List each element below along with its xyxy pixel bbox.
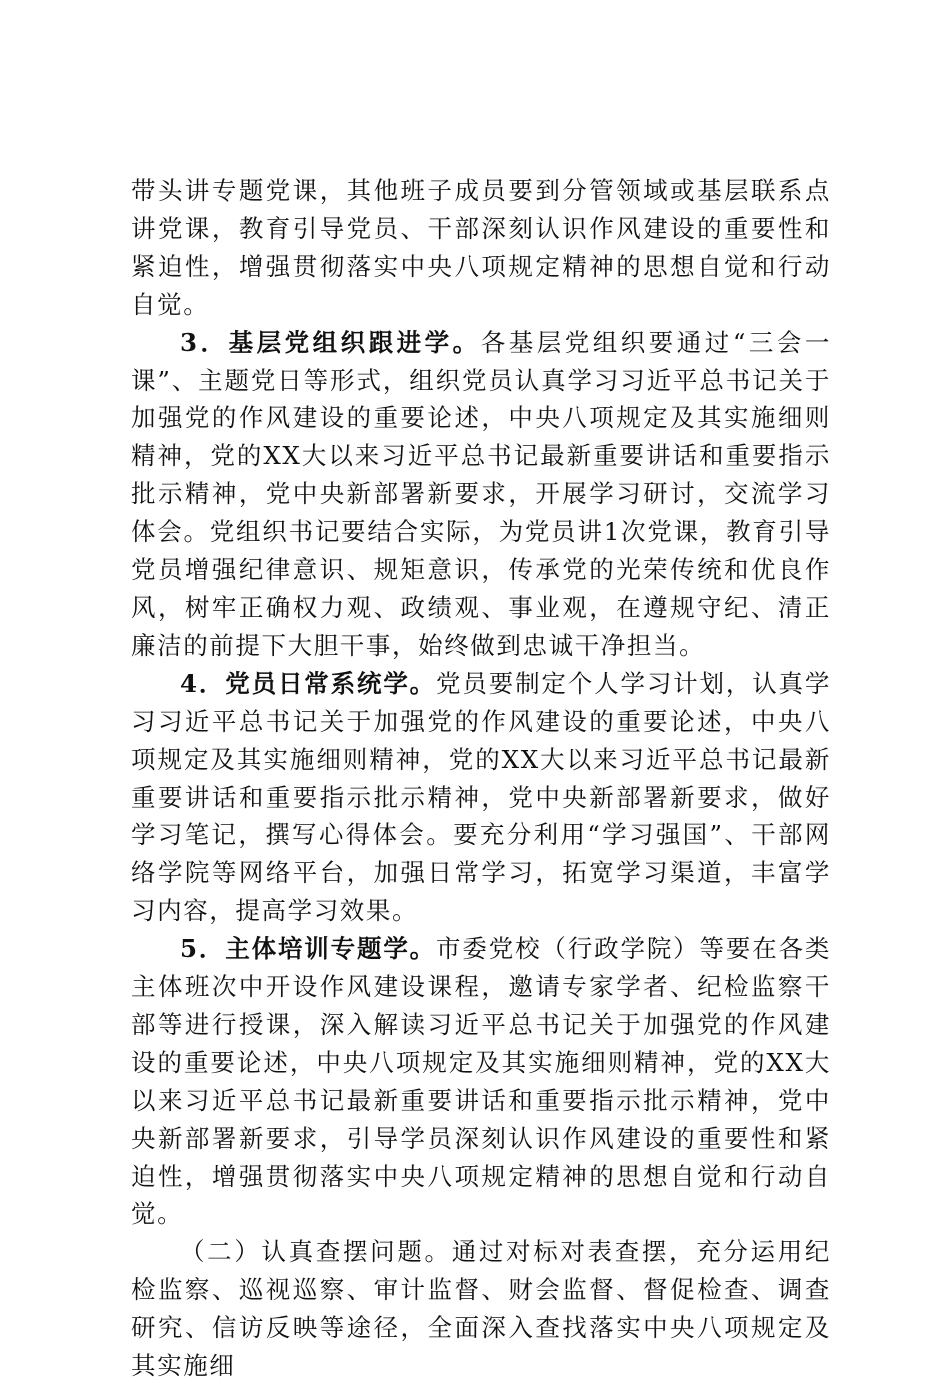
- paragraph-heading: 5．主体培训专题学。: [180, 934, 437, 964]
- paragraph-text: 带头讲专题党课，其他班子成员要到分管领域或基层联系点讲党课，教育引导党员、干部深刻认识作风建设的重要性和紧迫性，增强贯彻落实中央八项规定精神的思想自觉和行动自觉。: [131, 176, 831, 319]
- paragraph-text: 各基层党组织要通过“三会一课”、主题党日等形式，组织党员认真学习习近平总书记关于加强党的作风建设的重要论述，中央八项规定及其实施细则精神，党的XX大以来习近平总书记最新重要讲话和重要指示批示精神，党中央新部署新要求，开展学习研讨，交流学习体会。党组织书记要结合实际，为党员讲1次党课，教育引导党员增强纪律意识、规矩意识，传承党的光荣传统和优良作风，树牢正确权力观、政绩观、事业观，在遵规守纪、清正廉洁的前提下大胆干事，始终做到忠诚干净担当。: [131, 327, 831, 660]
- paragraph-text: （二）认真查摆问题。通过对标对表查摆，充分运用纪检监察、巡视巡察、审计监督、财会监督、督促检查、调查研究、信访反映等途径，全面深入查找落实中央八项规定及其实施细: [131, 1237, 831, 1381]
- paragraph-continuation: [131, 172, 831, 324]
- paragraph-item-5: [131, 930, 831, 1233]
- paragraph-text: 市委党校（行政学院）等要在各类主体班次中开设作风建设课程，邀请专家学者、纪检监察干部等进行授课，深入解读习近平总书记关于加强党的作风建设的重要论述，中央八项规定及其实施细则精神，党的XX大以来习近平总书记最新重要讲话和重要指示批示精神，党中央新部署新要求，引导学员深刻认识作风建设的重要性和紧迫性，增强贯彻落实中央八项规定精神的思想自觉和行动自觉。: [131, 934, 832, 1229]
- paragraph-text: 党员要制定个人学习计划，认真学习习近平总书记关于加强党的作风建设的重要论述，中央八项规定及其实施细则精神，党的XX大以来习近平总书记最新重要讲话和重要指示批示精神，党中央新部署新要求，做好学习笔记，撰写心得体会。要充分利用“学习强国”、干部网络学院等网络平台，加强日常学习，拓宽学习渠道，丰富学习内容，提高学习效果。: [131, 668, 832, 926]
- paragraph-item-4: [131, 665, 831, 930]
- paragraph-item-3: [131, 324, 831, 665]
- paragraph-heading: 3．基层党组织跟进学。: [180, 327, 481, 357]
- paragraph-section-2: [131, 1233, 831, 1385]
- document-body: [131, 172, 831, 1385]
- paragraph-heading: 4．党员日常系统学。: [180, 668, 437, 698]
